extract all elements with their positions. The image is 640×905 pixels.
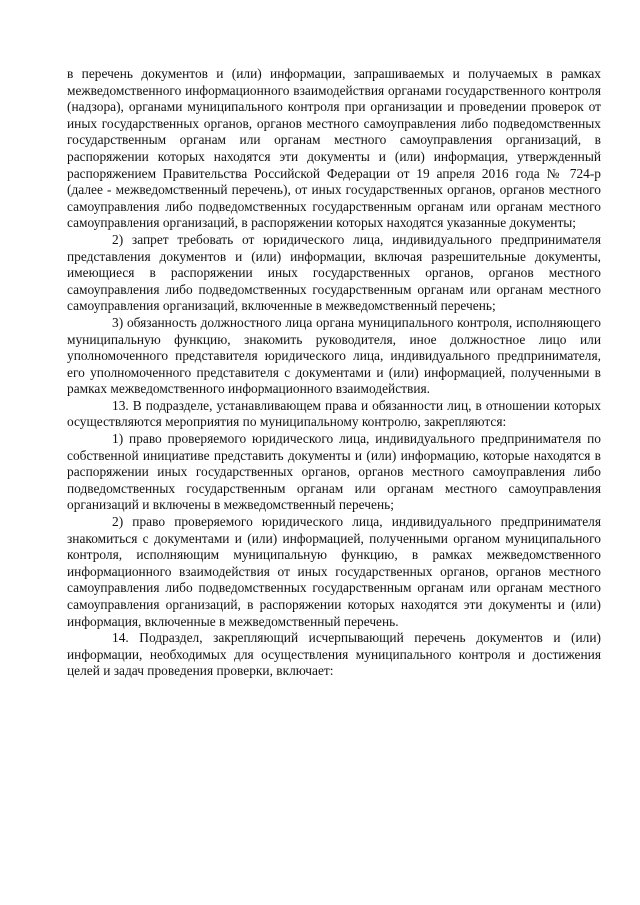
paragraph-item-2: 2) запрет требовать от юридического лица, индивидуального предпринимателя представления документов и (или) информации, включая разрешительные документы, имеющиеся в распоряжении иных государственных органов, органов местного самоуправления либо подведомственных государственным органам или органам местного самоуправления организаций, включенные в межведомственный перечень; [67, 231, 601, 314]
paragraph-section-14: 14. Подраздел, закрепляющий исчерпывающий перечень документов и (или) информации, необходимых для осуществления муниципального контроля и достижения целей и задач проведения проверки, включает: [67, 630, 601, 679]
paragraph-item-3: 3) обязанность должностного лица органа муниципального контроля, исполняющего муниципальную функцию, знакомить руководителя, иное должностное лицо или уполномоченного представителя юридического лица, индивидуального предпринимателя, его уполномоченного представителя с документами и (или) информацией, полученными в рамках межведомственного информационного взаимодействия. [67, 314, 601, 397]
document-page [67, 66, 601, 680]
paragraph-section-13: 13. В подразделе, устанавливающем права и обязанности лиц, в отношении которых осуществляются мероприятия по муниципальному контролю, закрепляются: [67, 397, 601, 430]
paragraph-continuation: в перечень документов и (или) информации, запрашиваемых и получаемых в рамках межведомственного информационного взаимодействия органами государственного контроля (надзора), органами муниципального контроля при организации и проведении проверок от иных государственных органов, органов местного самоуправления либо подведомственных государственным органам или органам местного самоуправления организаций, в распоряжении которых находятся эти документы и (или) информация, утвержденный распоряжением Правительства Российской Федерации от 19 апреля 2016 года № 724-р (далее - межведомственный перечень), от иных государственных органов, органов местного самоуправления либо подведомственных государственным органам или органам местного самоуправления организаций, в распоряжении которых находятся указанные документы; [67, 66, 601, 231]
paragraph-right-2: 2) право проверяемого юридического лица, индивидуального предпринимателя знакомиться с документами и (или) информацией, полученными органом муниципального контроля, исполняющим муниципальную функцию, в рамках межведомственного информационного взаимодействия от иных государственных органов, органов местного самоуправления либо подведомственных государственным органам или органам местного самоуправления организаций, в распоряжении которых находятся эти документы и (или) информация, включенные в межведомственный перечень. [67, 514, 601, 629]
paragraph-right-1: 1) право проверяемого юридического лица, индивидуального предпринимателя по собственной инициативе представить документы и (или) информацию, которые находятся в распоряжении иных государственных органов, органов местного самоуправления либо подведомственных государственным органам или органам местного самоуправления организаций и включены в межведомственный перечень; [67, 431, 601, 513]
